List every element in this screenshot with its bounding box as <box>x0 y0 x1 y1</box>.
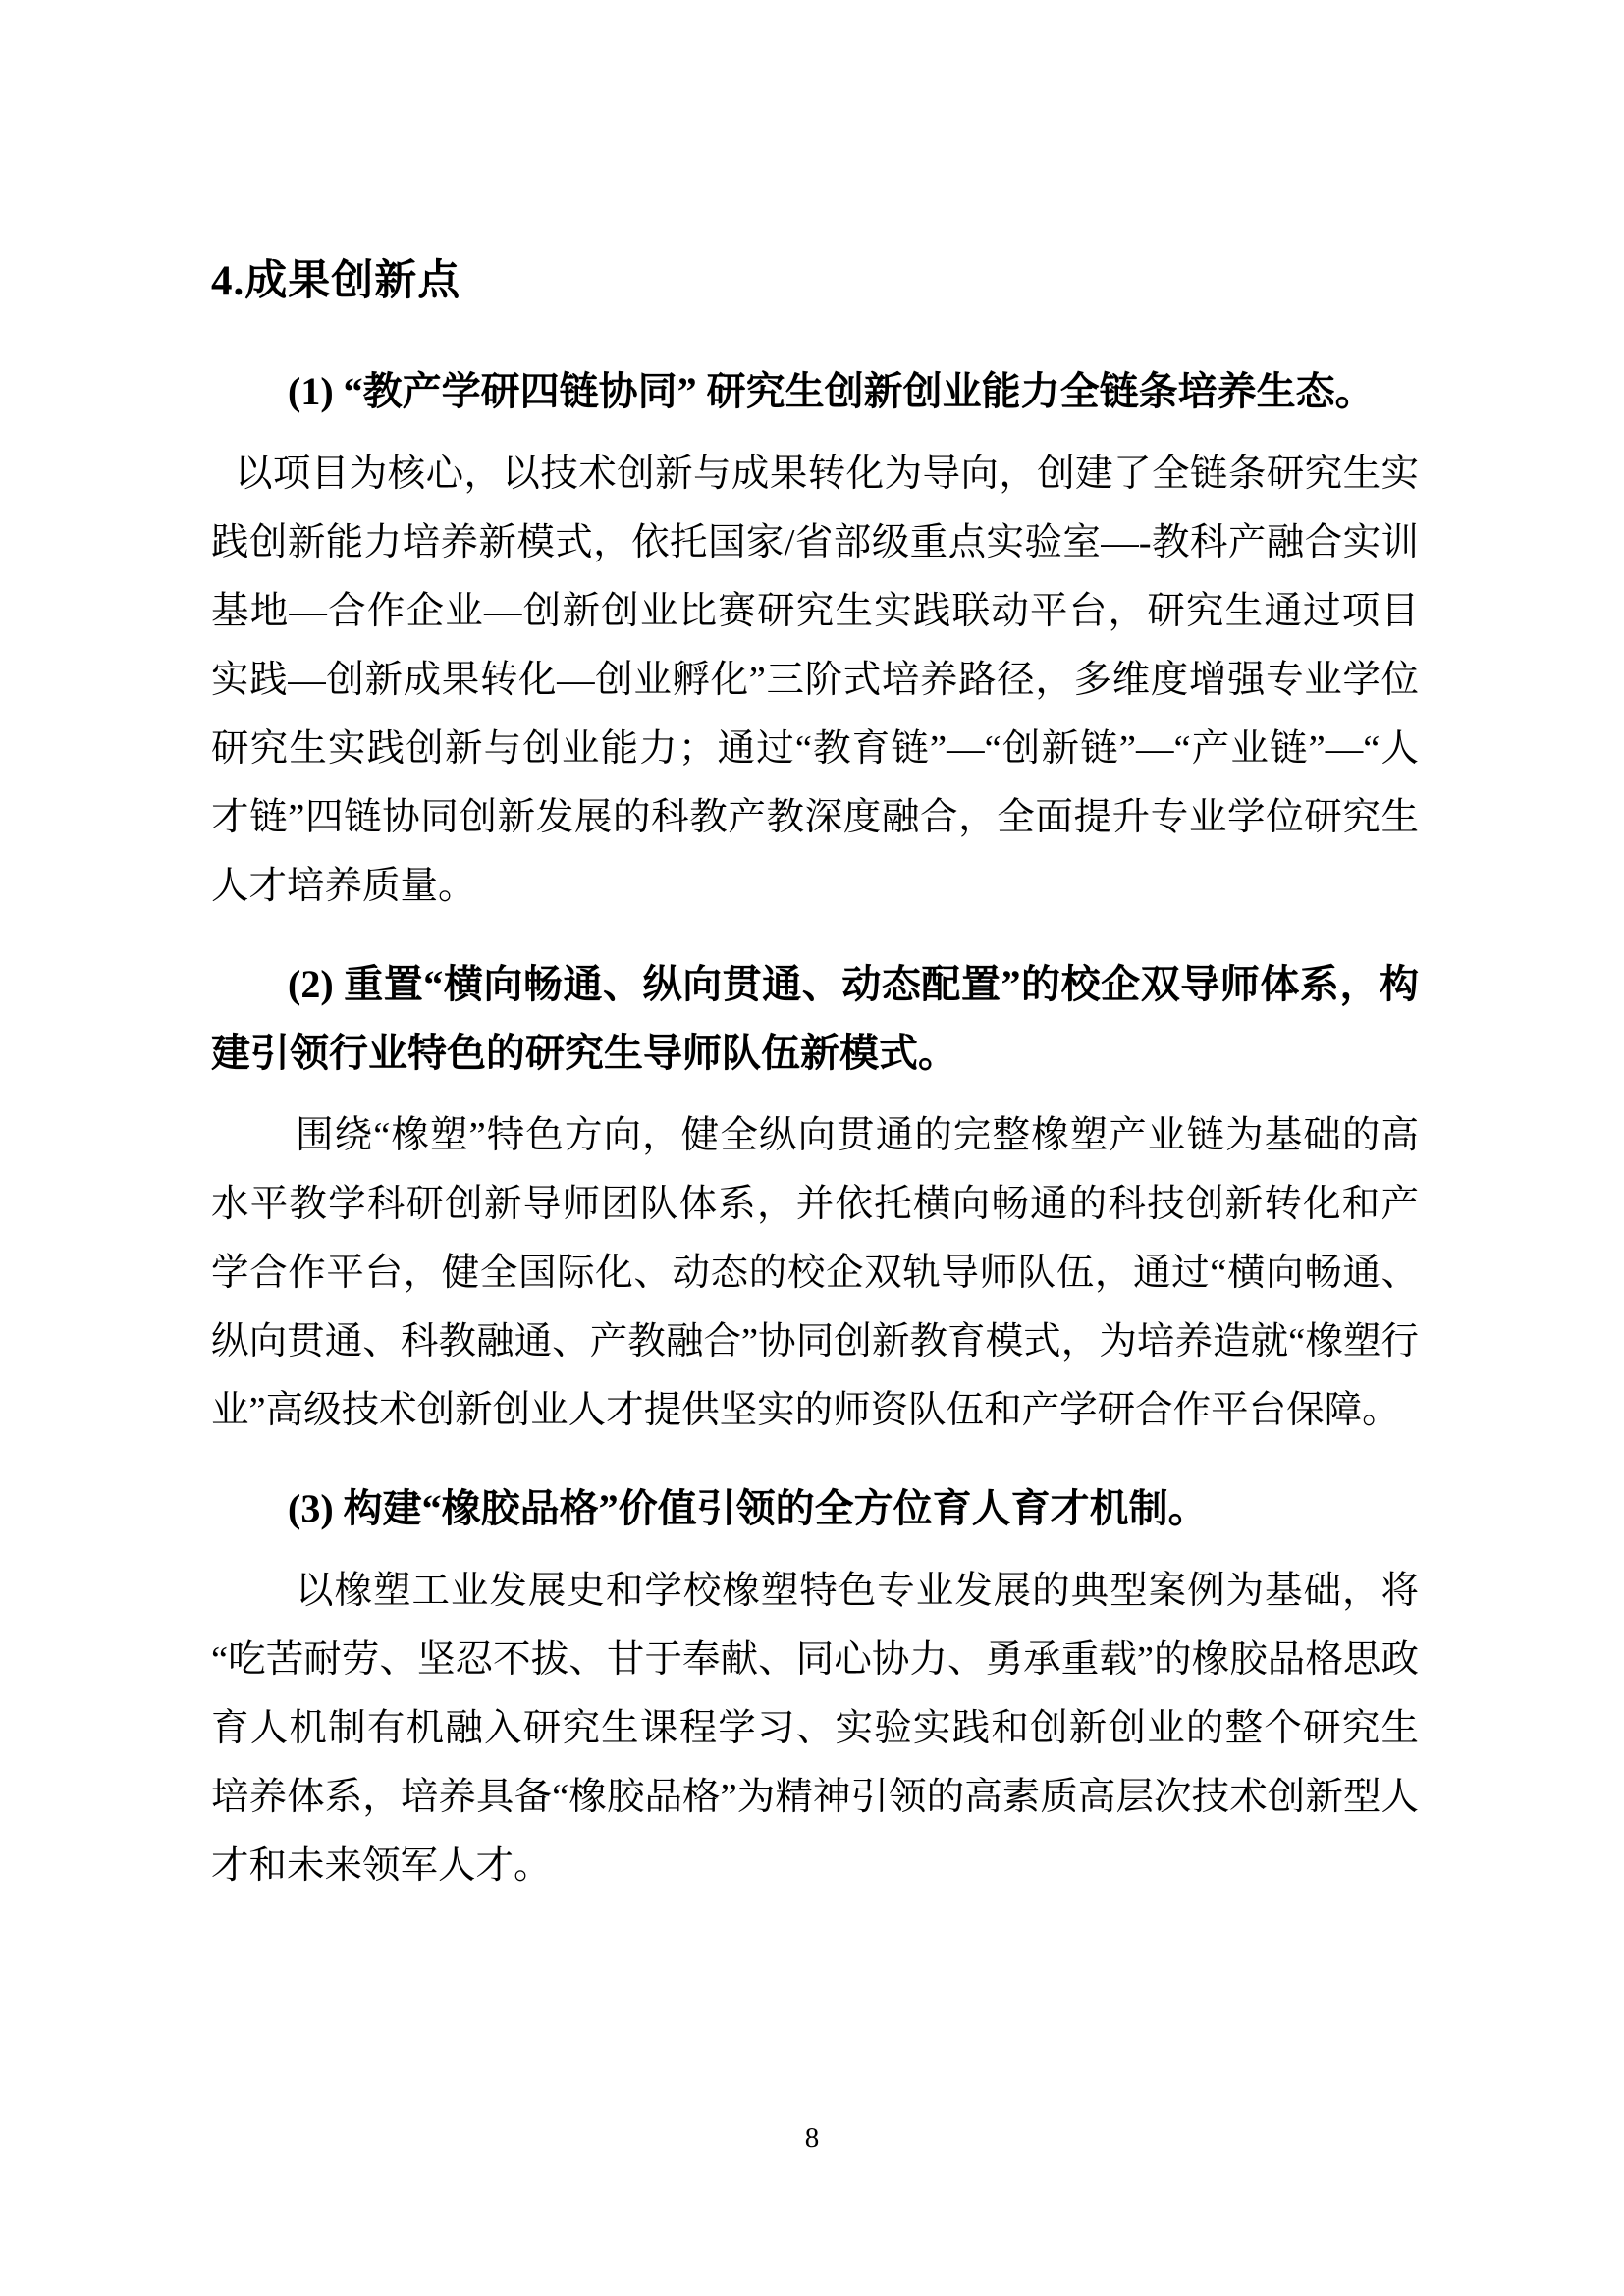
paragraph-2: 围绕“橡塑”特色方向，健全纵向贯通的完整橡塑产业链为基础的高水平教学科研创新导师团队体系，并依托横向畅通的科技创新转化和产学合作平台，健全国际化、动态的校企双轨导师队伍，通过“横向畅通、纵向贯通、科教融通、产教融合”协同创新教育模式，为培养造就“橡塑行业”高级技术创新创业人才提供坚实的师资队伍和产学研合作平台保障。 <box>211 1115 1419 1431</box>
paragraph-3: 以橡塑工业发展史和学校橡塑特色专业发展的典型案例为基础，将“吃苦耐劳、坚忍不拔、甘于奉献、同心协力、勇承重载”的橡胶品格思政育人机制有机融入研究生课程学习、实验实践和创新创业的整个研究生培养体系，培养具备“橡胶品格”为精神引领的高素质高层次技术创新型人才和未来领军人才。 <box>211 1571 1419 1887</box>
subsection-heading-3: (3) 构建“橡胶品格”价值引领的全方位育人育才机制。 <box>288 1486 1208 1530</box>
paragraph-1: 以项目为核心，以技术创新与成果转化为导向，创建了全链条研究生实践创新能力培养新模式，依托国家/省部级重点实验室—-教科产融合实训基地—合作企业—创新创业比赛研究生实践联动平台，研究生通过项目实践—创新成果转化—创业孵化”三阶式培养路径，多维度增强专业学位研究生实践创新与创业能力；通过“教育链”—“创新链”—“产业链”—“人才链”四链协同创新发展的科教产教深度融合，全面提升专业学位研究生人才培养质量。 <box>211 454 1419 907</box>
document-content <box>211 257 1419 1930</box>
subsection-heading-2: (2) 重置“横向畅通、纵向贯通、动态配置”的校企双导师体系，构建引领行业特色的研究生导师队伍新模式。 <box>211 962 1419 1075</box>
subsection-heading-1: (1) “教产学研四链协同” 研究生创新创业能力全链条培养生态。 <box>288 369 1375 413</box>
page-number: 8 <box>804 2122 820 2154</box>
section-heading-main: 4.成果创新点 <box>211 258 461 304</box>
